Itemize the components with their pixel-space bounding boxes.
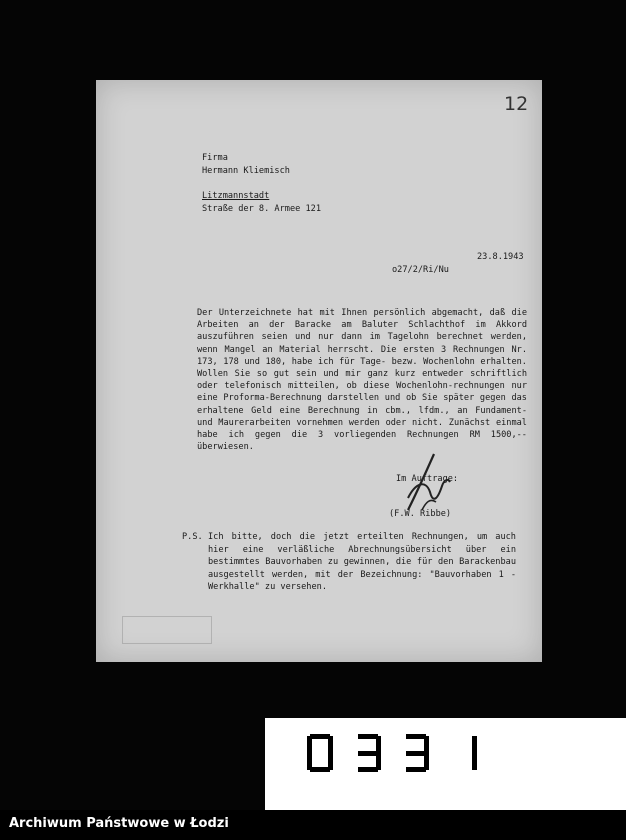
frame-digit (403, 734, 429, 772)
digit-segment (472, 753, 477, 770)
digit-segment (406, 767, 426, 772)
digit-segment (406, 751, 426, 756)
frame-number (307, 734, 477, 772)
recipient-street: Straße der 8. Armee 121 (202, 204, 321, 214)
recipient-line1: Firma (202, 153, 228, 163)
digit-segment (358, 734, 378, 739)
handwritten-signature-icon (396, 452, 459, 514)
digit-segment (307, 736, 312, 753)
frame-digit (355, 734, 381, 772)
recipient-address (202, 152, 321, 216)
faint-stamp (122, 616, 212, 644)
ps-text: Ich bitte, doch die jetzt erteilten Rechnungen, um auch hier eine verläßliche Abrechnungsübersicht über ein bestimmtes Bauvorhaben zu gewinnen, die für den Barackenbau ausgestellt werden, mit der Bezeichnung: "Bauvorhaben 1 - Werkhalle" zu versehen. (208, 532, 516, 593)
frame-digit (307, 734, 333, 772)
letter-date: 23.8.1943 (477, 252, 524, 262)
letter-body: Der Unterzeichnete hat mit Ihnen persönlich abgemacht, daß die Arbeiten an der Baracke am Baluter Schlachthof im Akkord auszuführen seien und nur dann im Tagelohn berechnet werden, wenn Mangel an Material herrscht. Die ersten 3 Rechnungen Nr. 173, 178 und 180, habe ich für Tage- bezw. Wochenlohn erhalten. Wollen Sie so gut sein und mir ganz kurz entweder schriftlich oder telefonisch mitteilen, ob diese Wochenlohn-rechnungen nur eine Proforma-Berechnung darstellen und ob Sie später gegen das erhaltene Geld eine Berechnung in cbm., lfdm., an Fundament- und Maurerarbeiten vornehmen werden oder nicht. Zunächst einmal habe ich gegen die 3 vorliegenden Rechnungen RM 1500,-- überwiesen. (197, 308, 527, 453)
digit-segment (328, 736, 333, 753)
signer-name: (F.W. Ribbe) (389, 509, 452, 519)
archive-name: Archiwum Państwowe w Łodzi (9, 816, 229, 831)
frame-digit (451, 734, 477, 772)
digit-segment (472, 736, 477, 753)
digit-segment (310, 734, 330, 739)
closing-line: Im Auftrage: (396, 474, 459, 484)
digit-segment (358, 751, 378, 756)
digit-segment (310, 767, 330, 772)
recipient-city: Litzmannstadt (202, 191, 270, 201)
digit-segment (307, 753, 312, 770)
document-page (96, 80, 542, 662)
digit-segment (358, 767, 378, 772)
ps-label: P.S. (182, 532, 203, 542)
recipient-line2: Hermann Kliemisch (202, 166, 290, 176)
archive-footer (0, 810, 626, 840)
digit-segment (406, 734, 426, 739)
page-number: 12 (504, 93, 529, 115)
letter-reference: o27/2/Ri/Nu (392, 265, 449, 275)
frame-number-band (265, 718, 626, 812)
